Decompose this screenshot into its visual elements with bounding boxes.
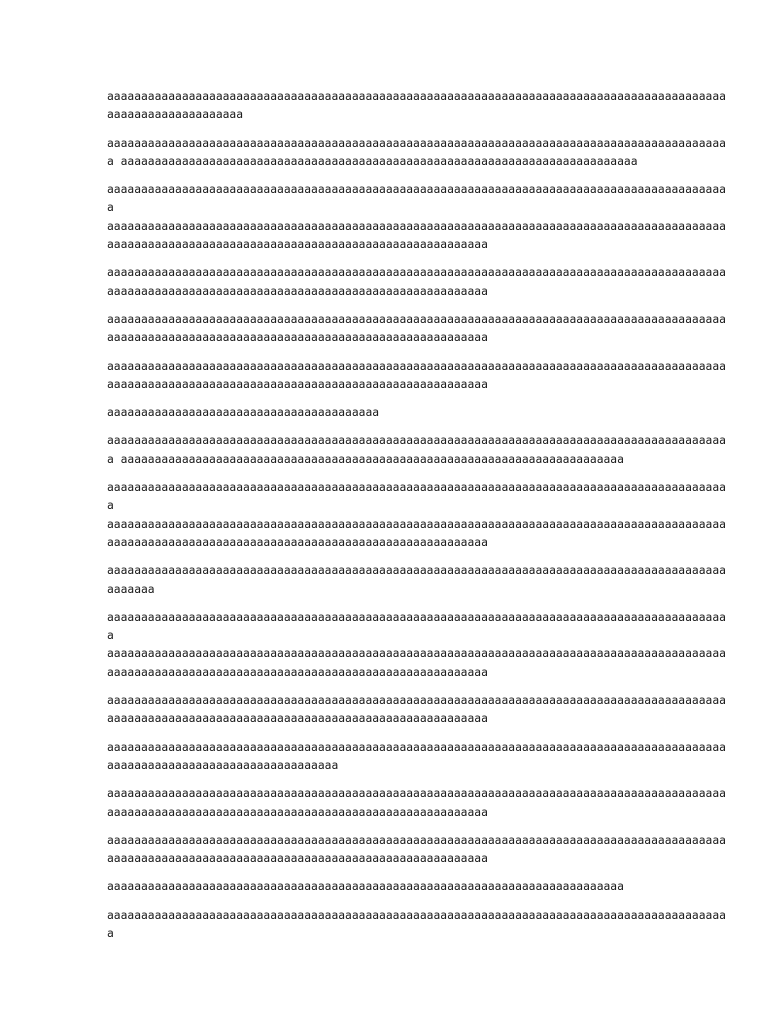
text-line: aaaaaaaaaaaaaaaaaaaaaaaaaaaaaaaaaaaaaaaaaaaaaaaaaaaaaaaa — [107, 665, 488, 679]
paragraph — [107, 692, 726, 729]
text-line: aaaaaaaaaaaaaaaaaaaaaaaaaaaaaaaaaaaaaaaaaaaaaaaaaaaaaaaa — [107, 712, 488, 726]
paragraph — [107, 135, 726, 172]
text-line: aaaaaaaaaaaaaaaaaaaaaaaaaaaaaaaaaaaaaaaaaaaaaaaaaaaaaaaaaaaaaaaaaaaaaaaaaaaaaaaaaaaaaaaaaaa — [107, 183, 726, 197]
text-line: aaaaaaaaaaaaaaaaaaaaaaaaaaaaaaaaaaaaaaaaaaaaaaaaaaaaaaaa — [107, 284, 488, 298]
text-line: a — [107, 499, 114, 513]
text-line: aaaaaaaaaaaaaaaaaaaaaaaaaaaaaaaaaaaaaaaaaaaaaaaaaaaaaaaaaaaaaaaaaaaaaaaaaaaaaaaaaaaaaaaaaaa — [107, 833, 726, 847]
paragraph — [107, 181, 726, 254]
paragraph — [107, 404, 667, 422]
paragraph — [107, 739, 726, 776]
paragraph — [107, 609, 726, 682]
text-line: aaaaaaaaaaaaaaaaaaaaaaaaaaaaaaaaaaaaaaaaaaaaaaaaaaaaaaaaaaaaaaaaaaaaaaaaaaaa — [107, 880, 624, 894]
text-line: aaaaaaaaaaaaaaaaaaaaaaaaaaaaaaaaaaaaaaaaaaaaaaaaaaaaaaaa — [107, 377, 488, 391]
paragraph — [107, 311, 726, 348]
text-line: aaaaaaaaaaaaaaaaaaaaaaaaaaaaaaaaaaaaaaaaaaaaaaaaaaaaaaaaaaaaaaaaaaaaaaaaaaaaaaaaaaaaaaaaaaa — [107, 481, 726, 495]
text-line: a — [107, 201, 114, 215]
text-line: aaaaaaaaaaaaaaaaaaaaaaaaaaaaaaaaaaaaaaaa — [107, 406, 380, 420]
paragraph — [107, 562, 726, 599]
paragraph — [107, 878, 667, 896]
text-line: aaaaaaaaaaaaaaaaaaaaaaaaaaaaaaaaaaaaaaaaaaaaaaaaaaaaaaaaaaaaaaaaaaaaaaaaaaaaaaaaaaaaaaaaaaa — [107, 908, 726, 922]
text-line: aaaaaaaaaaaaaaaaaaaaaaaaaaaaaaaaaaaaaaaaaaaaaaaaaaaaaaaa — [107, 852, 488, 866]
paragraph — [107, 907, 726, 944]
text-line: aaaaaaaaaaaaaaaaaaaaaaaaaaaaaaaaaaaaaaaaaaaaaaaaaaaaaaaaaaaaaaaaaaaaaaaaaaaaaaaaaaaaaaaaaaa — [107, 266, 726, 280]
text-line: aaaaaaaaaaaaaaaaaaaaaaaaaaaaaaaaaaaaaaaaaaaaaaaaaaaaaaaaaaaaaaaaaaaaaaaaaaaaaaaaaaaaaaaaaaa — [107, 359, 726, 373]
paragraph — [107, 479, 726, 552]
text-line: a — [107, 629, 114, 643]
text-line: aaaaaaaaaaaaaaaaaaaaaaaaaaaaaaaaaaaaaaaaaaaaaaaaaaaaaaaaaaaaaaaaaaaaaaaaaaaaaaaaaaaaaaaaaaa — [107, 517, 726, 531]
text-line: aaaaaaaaaaaaaaaaaaaaaaaaaaaaaaaaaaaaaaaaaaaaaaaaaaaaaaaaaaaaaaaaaaaaaaaaaaaaaaaaaaaaaaaaaaa — [107, 647, 726, 661]
text-line: aaaaaaaaaaaaaaaaaaaaaaaaaaaaaaaaaaaaaaaaaaaaaaaaaaaaaaaaaaaaaaaaaaaaaaaaaaaaaaaaaaaaaaaaaaa — [107, 564, 726, 578]
text-line: aaaaaaaaaaaaaaaaaaaaaaaaaaaaaaaaaaaaaaaaaaaaaaaaaaaaaaaaaaaaaaaaaaaaaaaaaaaaaaaaaaaaaaaaaaa — [107, 136, 726, 150]
text-line: aaaaaaaaaaaaaaaaaaaaaaaaaaaaaaaaaaaaaaaaaaaaaaaaaaaaaaaaaaaaaaaaaaaaaaaaaaaaaaaaaaaaaaaaaaa — [107, 610, 726, 624]
paragraph — [107, 88, 726, 125]
text-line: aaaaaaaaaaaaaaaaaaaaaaaaaaaaaaaaaaaaaaaaaaaaaaaaaaaaaaaaaaaaaaaaaaaaaaaaaaaaaaaaaaaaaaaaaaa — [107, 740, 726, 754]
text-line: aaaaaaa — [107, 582, 155, 596]
paragraph — [107, 785, 726, 822]
text-line: aaaaaaaaaaaaaaaaaaaaaaaaaaaaaaaaaaaaaaaaaaaaaaaaaaaaaaaaaaaaaaaaaaaaaaaaaaaaaaaaaaaaaaaaaaa — [107, 219, 726, 233]
text-line: a aaaaaaaaaaaaaaaaaaaaaaaaaaaaaaaaaaaaaaaaaaaaaaaaaaaaaaaaaaaaaaaaaaaaaaaaaa — [107, 452, 624, 466]
paragraph — [107, 832, 726, 869]
document-body — [107, 88, 726, 953]
text-line: aaaaaaaaaaaaaaaaaaaaaaaaaaaaaaaaaaaaaaaaaaaaaaaaaaaaaaaaaaaaaaaaaaaaaaaaaaaaaaaaaaaaaaaaaaa — [107, 312, 726, 326]
paragraph — [107, 264, 726, 301]
text-line: a — [107, 926, 114, 940]
text-line: aaaaaaaaaaaaaaaaaaaaaaaaaaaaaaaaaaaaaaaaaaaaaaaaaaaaaaaaaaaaaaaaaaaaaaaaaaaaaaaaaaaaaaaaaaa — [107, 434, 726, 448]
text-line: a aaaaaaaaaaaaaaaaaaaaaaaaaaaaaaaaaaaaaaaaaaaaaaaaaaaaaaaaaaaaaaaaaaaaaaaaaaaa — [107, 154, 638, 168]
text-line: aaaaaaaaaaaaaaaaaaaaaaaaaaaaaaaaaaaaaaaaaaaaaaaaaaaaaaaaaaaaaaaaaaaaaaaaaaaaaaaaaaaaaaaaaaa — [107, 694, 726, 708]
text-line: aaaaaaaaaaaaaaaaaaaaaaaaaaaaaaaaaaaaaaaaaaaaaaaaaaaaaaaa — [107, 805, 488, 819]
text-line: aaaaaaaaaaaaaaaaaaaaaaaaaaaaaaaaaaaaaaaaaaaaaaaaaaaaaaaaaaaaaaaaaaaaaaaaaaaaaaaaaaaaaaaaaaa — [107, 90, 726, 103]
text-line: aaaaaaaaaaaaaaaaaaaaaaaaaaaaaaaaaaaaaaaaaaaaaaaaaaaaaaaa — [107, 331, 488, 345]
text-line: aaaaaaaaaaaaaaaaaaaaaaaaaaaaaaaaaaaaaaaaaaaaaaaaaaaaaaaa — [107, 535, 488, 549]
text-line: aaaaaaaaaaaaaaaaaaaaaaaaaaaaaaaaaaaaaaaaaaaaaaaaaaaaaaaa — [107, 238, 488, 252]
text-line: aaaaaaaaaaaaaaaaaaaa — [107, 108, 244, 122]
text-line: aaaaaaaaaaaaaaaaaaaaaaaaaaaaaaaaaa — [107, 758, 339, 772]
text-line: aaaaaaaaaaaaaaaaaaaaaaaaaaaaaaaaaaaaaaaaaaaaaaaaaaaaaaaaaaaaaaaaaaaaaaaaaaaaaaaaaaaaaaaaaaa — [107, 787, 726, 801]
paragraph — [107, 358, 726, 395]
paragraph — [107, 432, 726, 469]
